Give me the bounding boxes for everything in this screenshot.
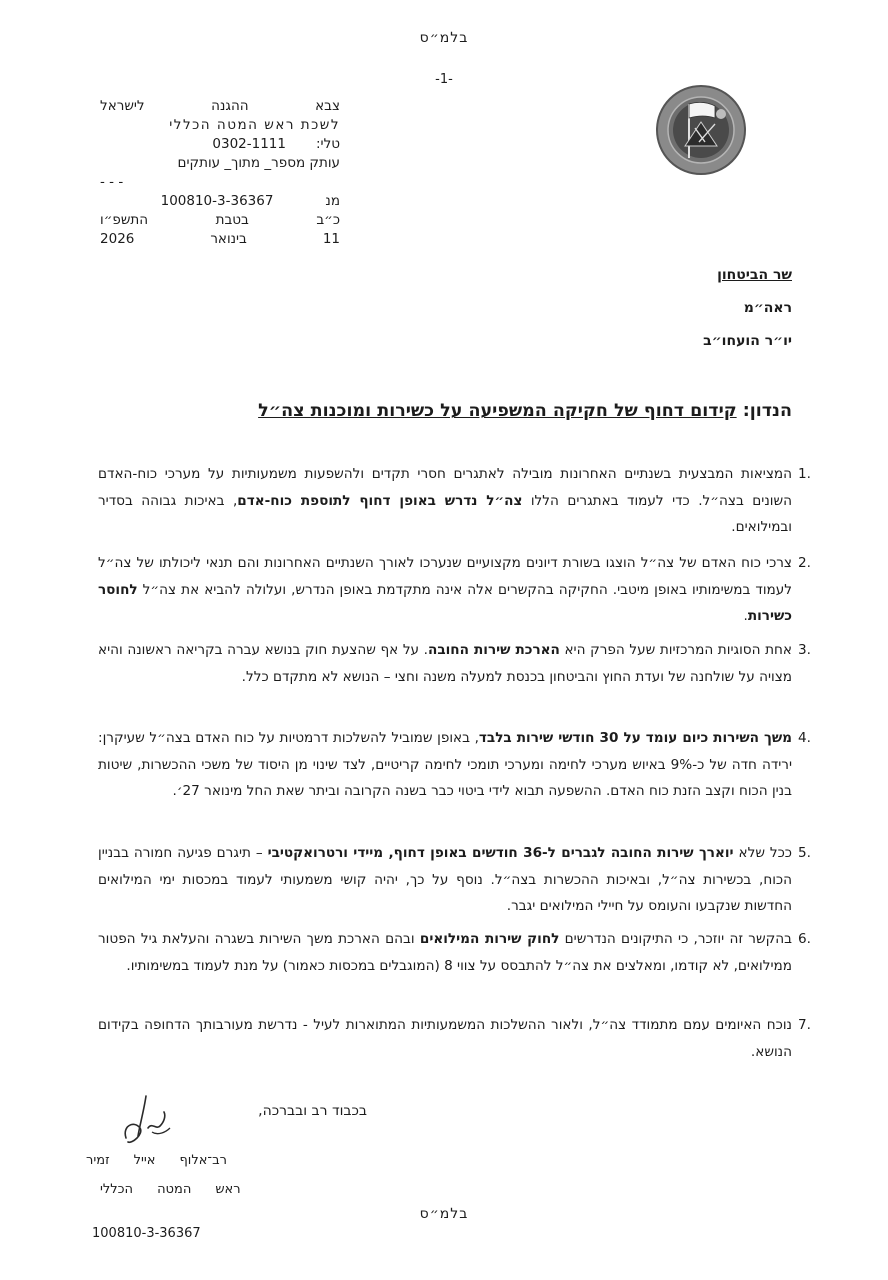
classification-top: בלמ״ס: [419, 30, 469, 46]
paragraph-4: 4. משך השירות כיום עומד על 30 חודשי שירות בלבד, באופן שמוביל להשלכות דרמטיות על כוח האדם בצה״ל שעיקרן: ירידה חדה של כ-9% באיוש מערכי לחימה ומערכי תומכי לחימה קריטיים, לצד שינוי מן היסוד של משכי ההכשרות, שיטות בנין הכוח וקצב הזנת כוח האדם. ההשפעה תבוא לידי ביטוי כבר בשנה הקרובה וביתר שאת החל מינואר 27׳.: [98, 725, 792, 805]
page-number: -1-: [435, 72, 453, 87]
paragraph-number: 2.: [798, 555, 811, 571]
signer-title: ראש המטה הכללי: [100, 1182, 241, 1197]
phone-line: טלי: 0302-1111: [212, 136, 340, 152]
paragraph-1: 1. המציאות המבצעית בשנתיים האחרונות מובילה לאתגרים חסרי תקדים ולהשפעות משמעותיות על מערכי כוח-האדם השונים בצה״ל. כדי לעמוד באתגרים הללו צה״ל נדרש באופן דחוף לתוספת כוח-אדם, באיכות גבוהה בסדיר ובמילואים.: [98, 461, 792, 541]
paragraph-3: 3. אחת הסוגיות המרכזיות שעל הפרק היא הארכת שירות החובה. על אף שהצעת חוק בנושא עברה בקריאה ראשונה והיא מצויה על שולחנה של ועדת החוץ והביטחון בכנסת למעלה משנה וחצי – הנושא לא מתקדם כלל.: [98, 637, 792, 690]
classification-bottom: בלמ״ס: [419, 1206, 469, 1222]
paragraph-5: 5. ככל שלא יוארך שירות החובה לגברים ל-36 חודשים באופן דחוף, מיידי ורטרואקטיבי – תיגרם פגיעה חמורה בבניין הכוח, בכשירות צה״ל, ובאיכות ההכשרות בצה״ל. נוסף על כך, יהיה קושי משמעותי לעמוד במכסות ימי המילואים החדשות שנקבעו והעומס על חיילי המילואים יגבר.: [98, 840, 792, 920]
subject-title: קידום דחוף של חקיקה המשפיעה על כשירות ומוכנות צה״ל: [258, 401, 737, 421]
subject-label: הנדון:: [742, 401, 792, 421]
closing-greeting: בכבוד רב ובברכה,: [258, 1103, 367, 1119]
paragraph-2: 2. צרכי כוח האדם של צה״ל הוצגו בשורת דיונים מקצועיים שנערכו לאורך השנתיים האחרונות והם תנאי ליכולתו של צה״ל לעמוד במשימותיו באופן מיטבי. החקיקה בהקשרים אלה אינה מתקדמת באופן הנדרש, ועלולה להביא את צה״ל לחוסר כשירות.: [98, 550, 792, 630]
hebrew-date: כ״ב בטבת התשפ״ו: [100, 212, 340, 228]
org-line-1: צבא ההגנה לישראל: [100, 98, 340, 114]
document-number: 100810-3-36367: [92, 1226, 201, 1241]
dashes: - - -: [100, 174, 124, 190]
paragraph-number: 6.: [798, 931, 811, 947]
subject-line: [258, 401, 792, 421]
paragraph-6: 6. בהקשר זה יוזכר, כי התיקונים הנדרשים לחוק שירות המילואים ובהם הארכת משך השירות בשגרה והעלאת גיל הפטור ממילואים, לא קודמו, ומאלצים את צה״ל להתבסס על צווי 8 (המוגבלים במכסות כאמור) על מנת לעמוד במשימותיו.: [98, 926, 792, 979]
paragraph-number: 3.: [798, 642, 811, 658]
handwritten-signature: [118, 1092, 188, 1154]
recipients: [703, 267, 792, 366]
header-block: [100, 97, 340, 249]
org-line-2: לשכת ראש המטה הכללי: [169, 117, 340, 133]
ref-line: מנ 100810-3-36367: [160, 193, 340, 209]
recipient-defense-minister: שר הביטחון: [717, 267, 792, 283]
recipient-prime-minister: ראה״מ: [743, 300, 792, 316]
copy-line: עותק מספר_ מתוך_ עותקים: [177, 155, 340, 171]
paragraph-number: 5.: [798, 845, 811, 861]
paragraph-number: 7.: [798, 1017, 811, 1033]
idf-chief-of-staff-emblem: [655, 84, 747, 176]
paragraph-number: 4.: [798, 730, 811, 746]
gregorian-date: 11 בינואר 2026: [100, 231, 340, 247]
paragraph-7: 7. נוכח האיומים עמם מתמודד צה״ל, ולאור ההשלכות המשמעותיות המתוארות לעיל - נדרשת מעורבותך הדחופה בקידום הנושא.: [98, 1012, 792, 1065]
recipient-committee-chair: יו״ר הועחו״ב: [703, 333, 792, 349]
signer-name: רב־אלוף אייל זמיר: [86, 1153, 227, 1168]
paragraph-number: 1.: [798, 466, 811, 482]
